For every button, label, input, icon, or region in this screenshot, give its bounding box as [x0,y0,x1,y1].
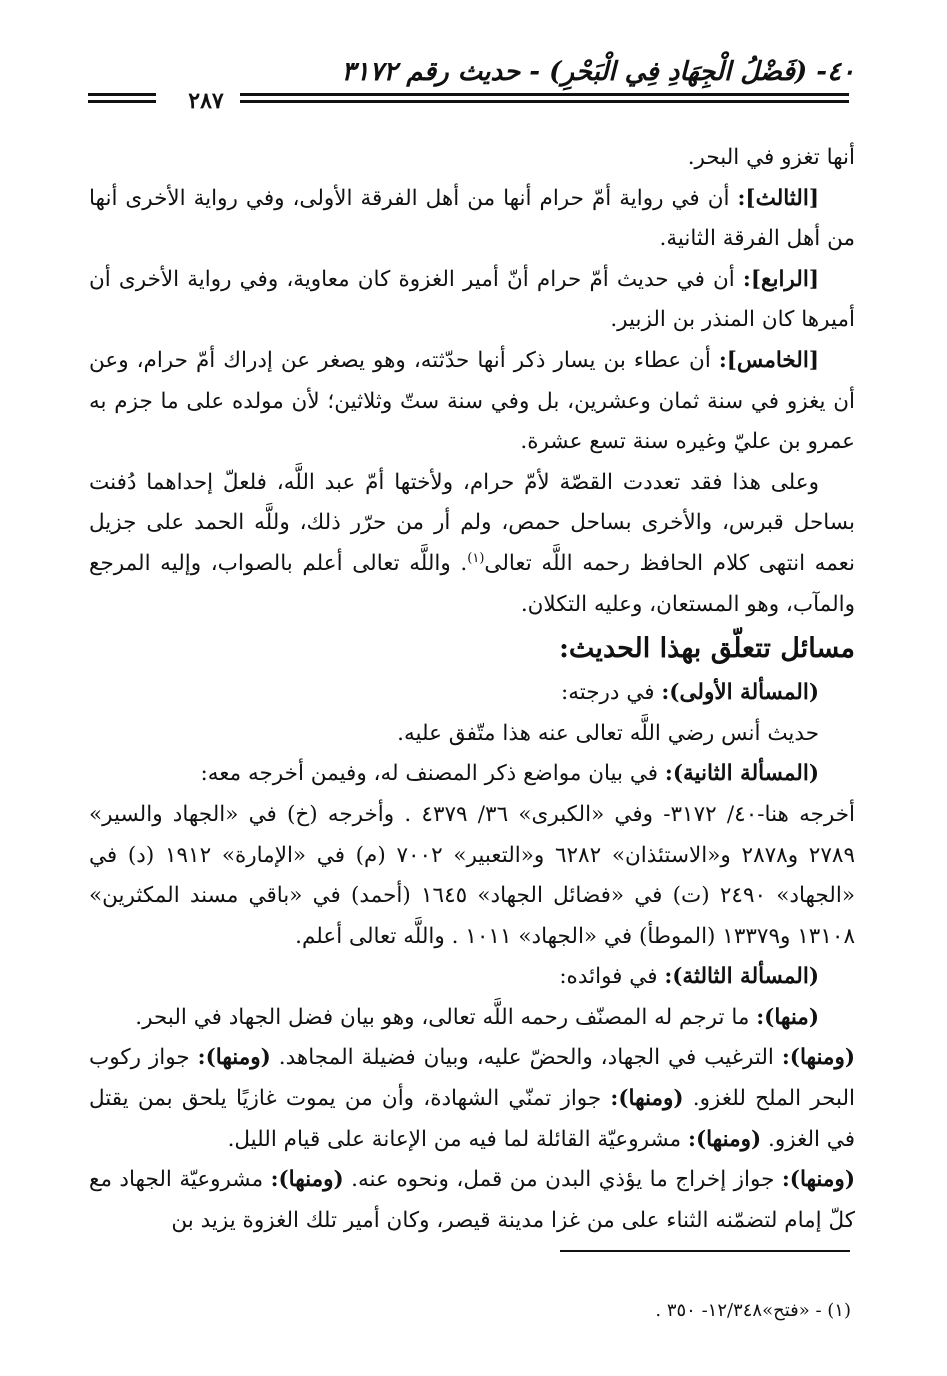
header-rule [88,93,156,96]
footnote: (١) - «فتح»١٢/٣٤٨- ٣٥٠ . [655,1300,851,1321]
benefit-label: (ومنها): [270,1167,344,1193]
paragraph-text: أن في حديث أمّ حرام أنّ أمير الغزوة كان معاوية، وفي رواية الأخرى أن أميرها كان المنذر بن الزبير. [89,266,855,333]
benefit-label: (ومنها): [781,1045,856,1071]
benefit-text: جواز إخراج ما يؤذي البدن من قمل، ونحوه عنه. [343,1167,782,1193]
header-rule [240,100,849,103]
paragraph [89,463,855,625]
header-rule [240,93,849,96]
benefit-text: جواز ركوب البحر الملح للغزو. [89,1045,856,1112]
paragraph [89,179,855,260]
running-header-title: ٤٠- (فَضْلُ الْجِهَادِ فِي الْبَحْرِ) - حديث رقم ٣١٧٢ [341,57,855,87]
paragraph-label: [الرابع]: [742,266,819,292]
issue-title: في فوائده: [559,964,665,990]
paragraph-label: [الثالث]: [737,185,819,211]
issue-label: (المسألة الثالثة): [664,964,819,990]
benefit-text: ما ترجم له المصنّف رحمه اللَّه تعالى، وهو بيان فضل الجهاد في البحر. [135,1004,757,1030]
issue-heading [89,957,855,998]
benefit-label: (ومنها): [781,1167,855,1193]
issue-label: (المسألة الثانية): [664,761,819,787]
paragraph: حديث أنس رضي اللَّه تعالى عنه هذا متّفق عليه. [397,720,819,746]
footnote-marker: (١) [467,550,485,566]
benefit-text: مشروعيّة الجهاد مع كلّ إمام لتضمّنه الثناء على من غزا مدينة قيصر، وكان أمير تلك الغزوة يزيد بن [89,1167,855,1233]
paragraph [89,341,855,463]
paragraph [89,1160,855,1241]
benefit-label: (منها): [756,1004,819,1030]
paragraph-text: . واللَّه تعالى أعلم بالصواب، وإليه المرجع والمآب، وهو المستعان، وعليه التكلان. [89,550,855,617]
main-text [89,138,855,1241]
paragraph-label: [الخامس]: [718,347,819,373]
issue-heading [89,673,855,714]
paragraph [89,260,855,341]
issue-title: في بيان مواضع ذكر المصنف له، وفيمن أخرجه معه: [200,761,665,787]
paragraph [89,998,855,1039]
issue-heading [89,754,855,795]
page-number: ٢٨٧ [188,88,224,114]
paragraph: أخرجه هنا-٤٠/ ٣١٧٢- وفي «الكبرى» ٣٦/ ٤٣٧٩ . وأخرجه (خ) في «الجهاد والسير» ٢٧٨٩ و٢٨٧٨ و«الاستئذان» ٦٢٨٢ و«التعبير» ٧٠٠٢ (م) في «الإمارة» ١٩١٢ (د) في «الجهاد» ٢٤٩٠ (ت) في «فضائل الجهاد» ١٦٤٥ (أحمد) في «باقي مسند المكثرين» ١٣١٠٨ و١٣٣٧٩ (الموطأ) في «الجهاد» ١٠١١ . واللَّه تعالى أعلم. [89,801,856,949]
benefit-text: جواز تمنّي الشهادة، وأن من يموت غازيًا يلحق بمن يقتل في الغزو. [89,1086,855,1152]
benefit-label: (ومنها): [610,1086,684,1112]
paragraph-text: أن في رواية أمّ حرام أنها من أهل الفرقة الأولى، وفي رواية الأخرى أنها من أهل الفرقة الثانية. [89,185,855,252]
benefit-label: (ومنها): [688,1126,762,1152]
paragraph-text: أن عطاء بن يسار ذكر أنها حدّثته، وهو يصغر عن إدراك أمّ حرام، وعن أن يغزو في سنة ثمان وعشرين، بل وفي سنة ستّ وثلاثين؛ لأن مولده على ما جزم به عمرو بن عليّ وغيره سنة تسع عشرة. [89,347,855,455]
benefit-text: الترغيب في الجهاد، والحضّ عليه، وبيان فضيلة المجاهد. [270,1045,782,1071]
section-heading: مسائل تتعلّق بهذا الحديث: [558,633,855,665]
header-rule [88,100,156,103]
benefit-text: مشروعيّة القائلة لما فيه من الإعانة على قيام الليل. [227,1126,689,1152]
paragraph: أنها تغزو في البحر. [687,145,855,170]
benefit-label: (ومنها): [197,1045,271,1071]
paragraph [89,1038,855,1160]
issue-title: في درجته: [561,680,662,706]
paragraph-text: وعلى هذا فقد تعددت القصّة لأمّ حرام، ولأختها أمّ عبد اللَّه، فلعلّ إحداهما دُفنت بساحل قبرس، والأخرى بساحل حمص، ولم أر من حرّر ذلك، وللَّه الحمد على جزيل نعمه انتهى كلام الحافظ رحمه اللَّه تعالى [89,469,855,576]
issue-label: (المسألة الأولى): [661,680,819,706]
footnote-separator [560,1250,850,1252]
